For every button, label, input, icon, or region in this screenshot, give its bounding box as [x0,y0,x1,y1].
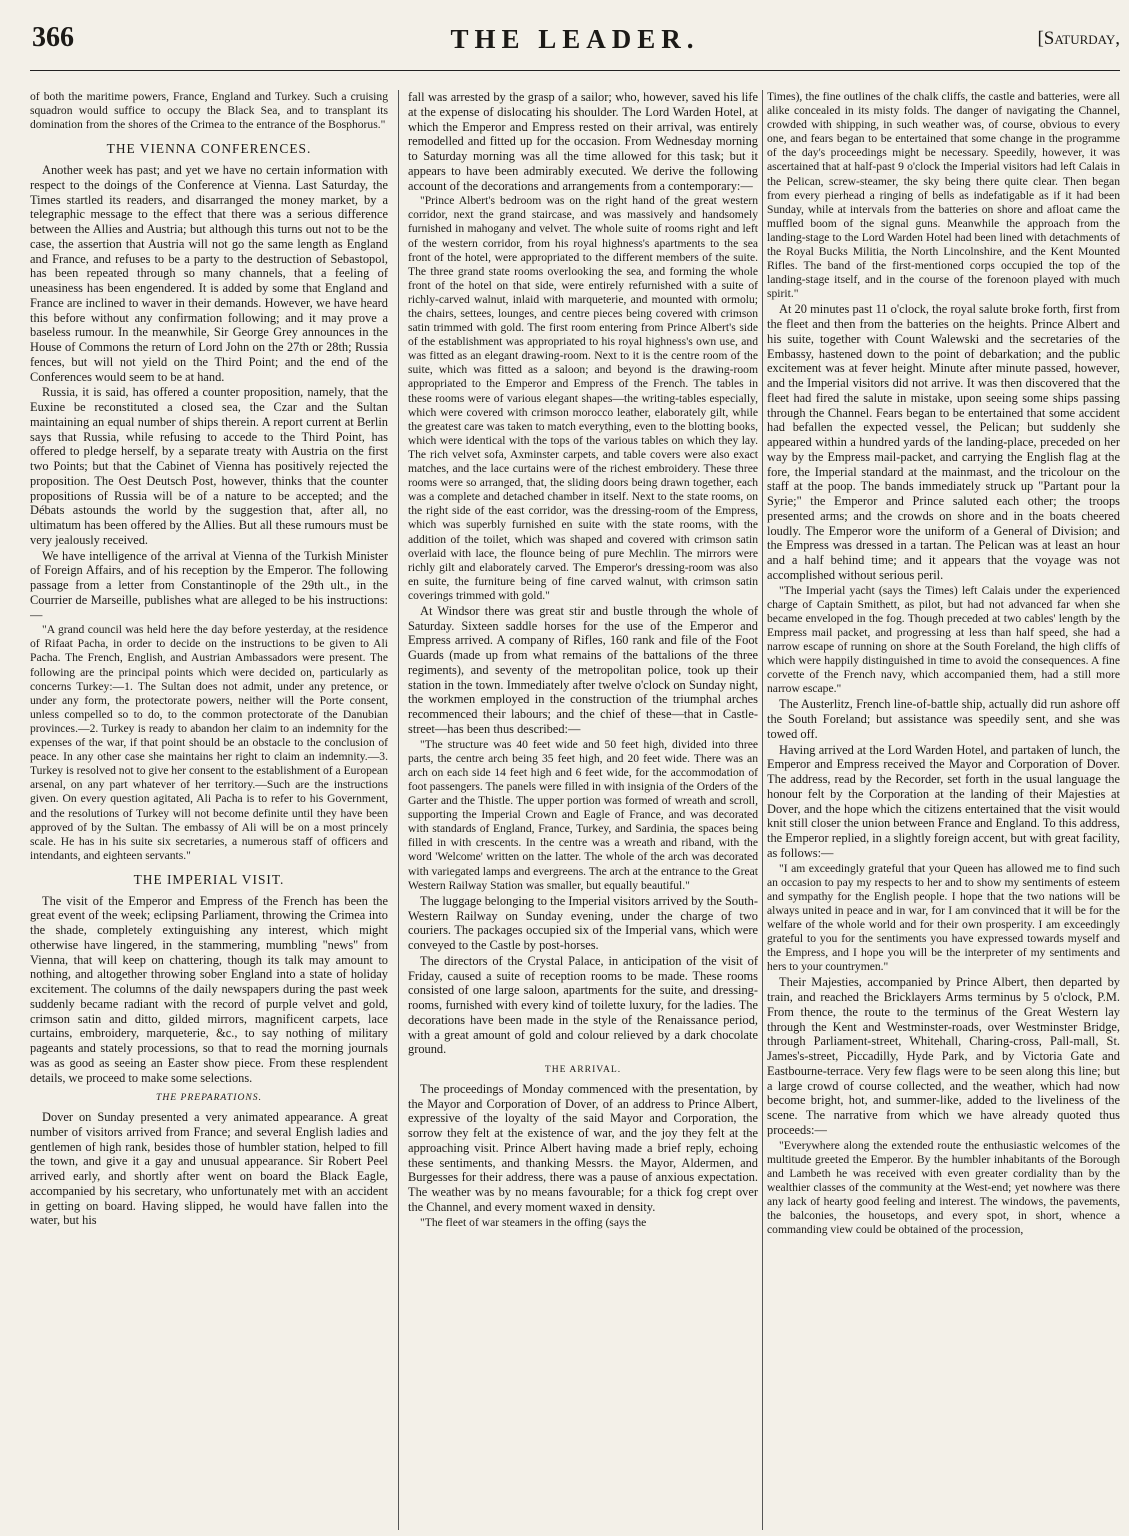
column-rule [398,90,399,1530]
paragraph: Having arrived at the Lord Warden Hotel, and partaken of lunch, the Emperor and Empress received the Mayor and Corporation of Dover. The address, read by the Recorder, set forth in the usual language the honour felt by the Corporation at the landing of their Majesties at Dover, and the hope which the citizens entertained that the visit would knit still closer the union between France and England. To this address, the Emperor replied, in a slightly foreign accent, but with great facility, as follows:— [767,742,1120,860]
newspaper-title: THE LEADER. [450,24,700,54]
column-3 [767,90,1120,1530]
quotation: "A grand council was held here the day before yesterday, at the residence of Rifaat Pacha, in order to decide on the instructions to be given to Ali Pacha. The French, English, and Austrian Ambassadors were present. The following are the principal points which were decided on, particularly as concerns Turkey:—1. The Sultan does not admit, under any pretence, or under any form, the protectorate powers, neither will the Porte consent, unless compelled so to do, to the common protectorate of the Danubian provinces.—2. Turkey is ready to abandon her claim to an indemnity for the expenses of the war, if that point should be an obstacle to the conclusion of peace. In any other case she maintains her right to claim an indemnity.—3. Turkey is resolved not to give her consent to the establishment of a European arsenal, on any part whatever of her territory.—Such are the instructions given. On every question agitated, Ali Pacha is to refer to his Government, and the resolutions of Turkey will not become definite until they have been approved of by the Sultan. The embassy of Ali will be on a most princely scale. He has in his suite six secretaries, a numerous staff of officers and intendants, and eighteen servants." [30,623,388,862]
quotation: "Prince Albert's bedroom was on the right hand of the great western corridor, next the grand staircase, and was massively and handsomely furnished in mahogany and velvet. The whole suite of rooms right and left of the western corridor, from his royal highness's apartments to the sea front of the hotel, were appropriated to the different members of the suite. The three grand state rooms overlooking the sea, and forming the whole front of the hotel on that side, were entirely refurnished with a suite of richly-carved walnut, inlaid with marqueterie, and mounted with ormolu; the chairs, settees, lounges, and centre pieces being covered with crimson satin trimmed with gold. The first room entering from Prince Albert's side of the establishment was appropriated to his royal highness's own use, and was fitted as an elegant drawing-room. Next to it is the centre room of the suite, which was fitted as a saloon; and beyond is the drawing-room appropriated to the Emperor and Empress of the French. The tables in these rooms were of various elegant shapes—the writing-tables especially, which were covered with crimson morocco leather, elaborately gilt, while the greatest care was taken to match everything, even to the blotting books, which were identical with the tops of the various tables on which they lay. The rich velvet sofa, Axminster carpets, and table covers were also exact matches, and the lace curtains were of the richest embroidery. These three rooms were so arranged, that, the sliding doors being drawn together, each was a complete and detached chamber in itself. Next to the state rooms, on the right side of the east corridor, was the dressing-room of the Empress, which was superbly furnished en suite with the state rooms, with the addition of the toilet, which was shaped and covered with crimson satin overlaid with lace, the flounce being of pure Mechlin. The mirrors were richly gilt and elaborately carved. The Emperor's dressing-room was also en suite, the furniture being of fine carved walnut, with crimson satin coverings trimmed with gold." [408,194,758,602]
paragraph: The directors of the Crystal Palace, in anticipation of the visit of Friday, caused a suite of reception rooms to be made. These rooms consisted of one large saloon, apartments for the suite, and dressing-rooms, furnished with every kind of toilette luxury, for the ladies. The decorations have been made in the style of the Renaissance period, with a great amount of gold and colour relieved by a dark chocolate ground. [408,953,758,1057]
quotation: "The structure was 40 feet wide and 50 feet high, divided into three parts, the centre arch being 35 feet high, and 20 feet wide. There was an arch on each side 14 feet high and 6 feet wide, for the accommodation of foot passengers. The panels were filled in with insignia of the Orders of the Garter and the Thistle. The upper portion was formed of wreath and scroll, supporting the Imperial Crown and Eagle of France, and was decorated with standards of England, France, Turkey, and Sardinia, the spaces being filled in with crescents. In the centre was a wreath and riband, with the word 'Welcome' written on the latter. The whole of the arch was decorated with variegated lamps and evergreens. The arch at the entrance to the Great Western Railway Station was smaller, but equally beautiful." [408,737,758,892]
quotation: "The Imperial yacht (says the Times) left Calais under the experienced charge of Captain Smithett, as pilot, but had not advanced far when she became enveloped in the fog. Though preceded at two cables' length by the Empress mail packet, and progressing at less than half speed, she had a narrow escape of running on shore at the South Foreland, the high cliffs of which were happily distinguished in time to avoid the consequences. A fine corvette of the French navy, which accompanied them, had a still more narrow escape." [767,583,1120,696]
column-2 [408,90,758,1530]
paragraph: The Austerlitz, French line-of-battle ship, actually did run ashore off the South Foreland; but assistance was speedily sent, and she was towed off. [767,697,1120,741]
paragraph: Dover on Sunday presented a very animated appearance. A great number of visitors arrived from France; and several English ladies and gentlemen of high rank, besides those of humbler station, helped to fill the town, and give it a gay and unusual appearance. Sir Robert Peel arrived early, and shortly after went on board the Black Eagle, accompanied by his secretary, who unfortunately met with an accident in getting on board. Having slipped, he would have fallen into the water, but his [30,1110,388,1228]
column-rule [762,90,763,1530]
page-number: 366 [32,22,74,53]
section-heading: THE IMPERIAL VISIT. [133,871,285,887]
paragraph: of both the maritime powers, France, England and Turkey. Such a cruising squadron would suffice to occupy the Black Sea, and to transplant its domination from the shores of the Crimea to the entrance of the Bosphorus." [30,90,388,132]
paragraph: The proceedings of Monday commenced with the presentation, by the Mayor and Corporation of Dover, of an address to Prince Albert, expressive of the loyalty of the said Mayor and Corporation, the sorrow they felt at the existence of war, and the joy they felt at the approaching visit. Prince Albert having made a brief reply, echoing these sentiments, and thanking Messrs. the Mayor, Aldermen, and Burgesses for their address, there was a pause of anxious expectation. The weather was by no means favourable; for a thick fog crept over the Channel, and every moment waxed in density. [408,1081,758,1214]
paragraph: We have intelligence of the arrival at Vienna of the Turkish Minister of Foreign Affairs, and of his reception by the Emperor. The following passage from a letter from Constantinople of the 29th ult., in the Courrier de Marseille, publishes what are alleged to be his instructions:— [30,548,388,622]
issue-date: [Saturday, [1037,28,1120,49]
paragraph: The luggage belonging to the Imperial visitors arrived by the South-Western Railway on Sunday evening, under the charge of two couriers. The packages occupied six of the Imperial vans, which were conveyed to the Castle by post-horses. [408,893,758,952]
quotation: "The fleet of war steamers in the offing (says the [420,1215,647,1229]
subsection-heading: THE ARRIVAL. [544,1064,622,1075]
column-1 [30,90,388,1530]
paragraph: Russia, it is said, has offered a counter proposition, namely, that the Euxine be reconstituted a closed sea, the Czar and the Sultan maintaining an equal number of ships therein. A report current at Berlin says that Russia, while refusing to accede to the Third Point, has offered to pledge herself, by a separate treaty with Austria on the first two Points; but that the Cabinet of Vienna has positively rejected the proposition. The Oest Deutsch Post, however, thinks that the counter propositions of Russia will be of a nature to be accepted; and the Débats astounds the world by the suggestion that, after all, no ultimatum has been offered by the Allies. But all these rumours must be very jealously received. [30,385,388,547]
paragraph: At 20 minutes past 11 o'clock, the royal salute broke forth, first from the fleet and then from the batteries on the heights. Prince Albert and his suite, together with Count Walewski and the secretaries of the Embassy, hastened down to the point of debarkation; and the public excitement was at fever height. Minute after minute passed, however, and the Imperial visitors did not arrive. It was then discovered that the fleet had fired the salute in mistake, upon seeing some ships passing through the Channel. Fears began to be entertained that some accident had befallen the expected vessel, the Pelican; but suddenly she appeared within a hundred yards of the landing-place, preceded on her way by the Empress mail-packet, and carrying the English flag at the fore, the Imperial standard at the mainmast, and the tricolour on the staff at the poop. The bands immediately struck up "Partant pour la Syrie;" the Emperor and Prince saluted each other; the troops presented arms; and the crowds on shore and in the boats cheered loudly. The Emperor wore the uniform of a General of Division; and the Empress was dressed in a tartan. The Pelican was at least an hour and a half behind time; and it appears that the voyage was not accomplished without serious peril. [767,302,1120,582]
paragraph: Another week has past; and yet we have no certain information with respect to the doings of the Conference at Vienna. Last Saturday, the Times startled its readers, and disarranged the money market, by a telegraphic message to the effect that there was a serious difference between the Allies and Austria; but although this turns out not to be the case, the assertion that Austria will not go the same length as England and France, and refuses to be a party to the destruction of Sebastopol, has been repeated through so many channels, that a feeling of uneasiness has been engendered. It is added by some that England and France are inclined to waver in their demands. However, we have heard this before without any confirmation following; and it may prove a baseless rumour. In the meanwhile, Sir George Grey announces in the House of Commons the return of Lord John on the 27th or 28th; Russia fences, but will not yield on the Third Point; and the end of the Conferences would seem to be at hand. [30,163,388,384]
paragraph: fall was arrested by the grasp of a sailor; who, however, saved his life at the expense of dislocating his shoulder. The Lord Warden Hotel, at which the Emperor and Empress rested on their arrival, was entirely remodelled and fitted up for the occasion. From Wednesday morning to Saturday morning was all the time allowed for this task; but it appears to have been admirably executed. We derive the following account of the decorations and arrangements from a contemporary:— [408,90,758,193]
paragraph: Their Majesties, accompanied by Prince Albert, then departed by train, and reached the Bricklayers Arms terminus by 5 o'clock, P.M. From thence, the route to the terminus of the Great Western lay through the Kent and Westminster-roads, over Westminster Bridge, through Parliament-street, Whitehall, Charing-cross, Pall-mall, St. James's-street, Piccadilly, Hyde Park, and by Victoria Gate and Eastbourne-terrace. Very few flags were to be seen along this line; but a large crowd of course collected, and the weather, which had now become bright, hot, and summer-like, added to the liveliness of the scene. The narrative from which we have already quoted thus proceeds:— [767,975,1120,1137]
masthead [30,22,1120,71]
quotation: "Everywhere along the extended route the enthusiastic welcomes of the multitude greeted the Emperor. By the humbler inhabitants of the Borough and Lambeth he was received with even greater cordiality than by the wealthier classes of the community at the West-end; yet nowhere was there any lack of hearty good feeling and interest. The windows, the pavements, the balconies, the housetops, and every spot, in short, whence a commanding view could be obtained of the procession, [767,1138,1120,1237]
quotation: "I am exceedingly grateful that your Queen has allowed me to find such an occasion to pay my respects to her and to show my sentiments of esteem and sympathy for the English people. I hope that the two nations will be always united in peace and in war, for I am convinced that it will be for the welfare of the whole world and for their own prosperity. I am exceedingly grateful to you for the sentiments you have expressed towards myself and the Empress, and I hope you will be the interpreter of my sentiments and hers to your countrymen." [767,861,1120,974]
paragraph: At Windsor there was great stir and bustle through the whole of Saturday. Sixteen saddle horses for the use of the Emperor and Empress arrived. A company of Rifles, 160 rank and file of the Foot Guards (made up from what remains of the battalions of the three regiments), and seventy of the metropolitan police, took up their station in the town. Immediately after twelve o'clock on Sunday night, the workmen employed in the construction of the triumphal arches recommenced their labours; and the chief of these—that in Castle-street—has been thus described:— [408,603,758,736]
section-heading: THE VIENNA CONFERENCES. [106,141,312,157]
subsection-heading: THE PREPARATIONS. [155,1092,262,1104]
quotation: Times), the fine outlines of the chalk cliffs, the castle and batteries, were all alike concealed in its misty folds. The danger of navigating the Channel, crowded with shipping, in such weather was, of course, obvious to every one, and fears began to be entertained that some change in the programme of the day's proceedings might be necessary. Speedily, however, it was ascertained that at half-past 9 o'clock the Imperial visitors had left Calais in the Pelican, screw-steamer, the sky being there quite clear. Then began from every pierhead a ringing of bells as indefatigable as if it had been Sunday, while at intervals from the batteries on shore and afloat came the muffled boom of the signal guns. Meanwhile the approach from the landing-stage to the Lord Warden Hotel had been lined with detachments of the Royal Bucks Militia, the North Lincolnshire, and the Kent Mounted Rifles. The band of the first-mentioned corps occupied the top of the landing-stage itself, and in the course of the forenoon played with much spirit." [767,90,1120,301]
paragraph: The visit of the Emperor and Empress of the French has been the great event of the week; eclipsing Parliament, throwing the Crimea into the shade, completely extinguishing any interest, which might otherwise have lingered, in the stammering, mumbling "news" from Vienna, that will keep on chattering, though its talk may amount to nothing, and altogether throwing sober England into a state of holiday excitement. The columns of the daily newspapers during the past week suddenly became radiant with the record of purple velvet and gold, crimson satin and ditto, gilded mirrors, magnificent carpets, lace curtains, embroidery, marqueterie, &c., to say nothing of military pageants and stately processions, so that to read the morning journals was as good as seeing an Easter show piece. From these resplendent details, we proceed to make some selections. [30,893,388,1085]
